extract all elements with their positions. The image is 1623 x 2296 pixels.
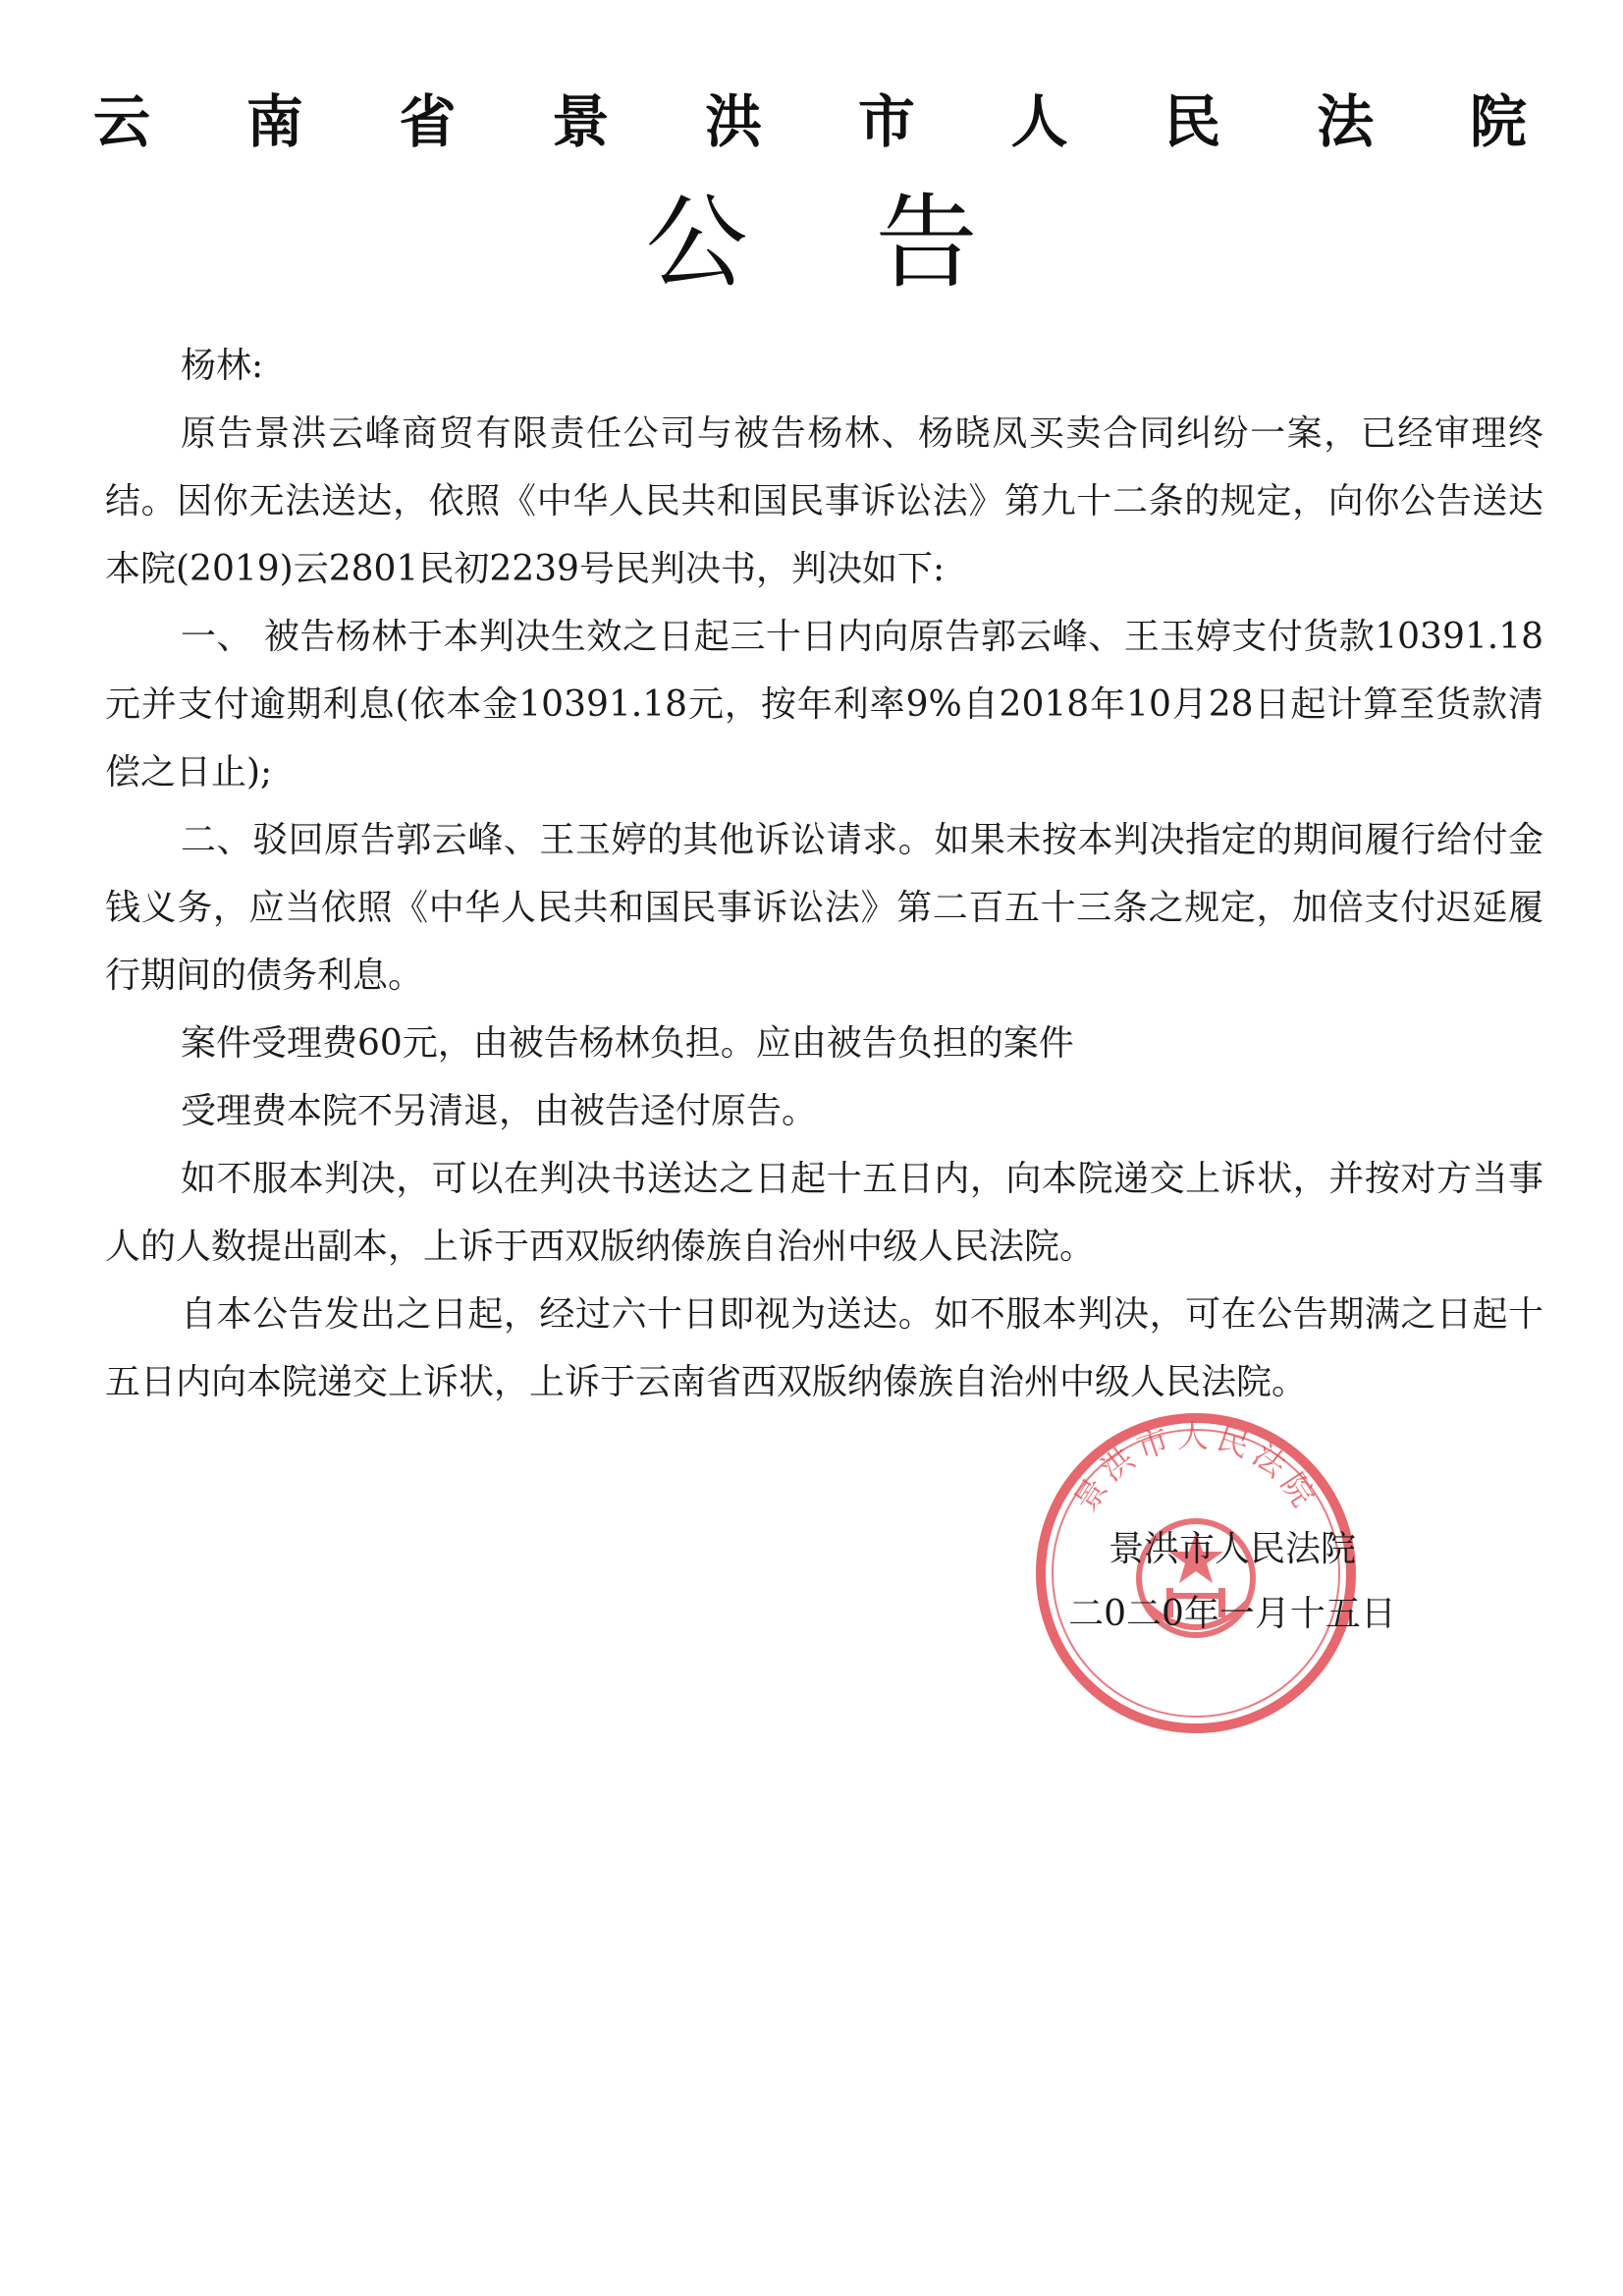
court-name-char: 民 [1163, 88, 1221, 155]
fee-line: 案件受理费60元，由被告杨林负担。应由被告负担的案件 [181, 1023, 1074, 1064]
service-paragraph: 自本公告发出之日起，经过六十日即视为送达。如不服本判决，可在公告期满之日起十五日内向本院递交上诉状，上诉于云南省西双版纳傣族自治州中级人民法院。 [105, 1294, 1543, 1402]
issue-date: 二0二0年一月十五日 [1068, 1594, 1396, 1634]
document-type-title: 公告 [645, 183, 1106, 302]
court-name-char: 人 [1010, 88, 1068, 155]
court-name-char: 市 [857, 88, 915, 155]
signing-court: 景洪市人民法院 [1108, 1529, 1356, 1569]
court-name-char: 南 [245, 88, 303, 155]
court-name-char: 景 [552, 88, 610, 155]
judgment-item-1: 一、 被告杨林于本判决生效之日起三十日内向原告郭云峰、王玉婷支付货款10391.18 元并支付逾期利息(依本金10391.18元，按年利率9%自2018年10月28日起计算至货款清偿之日止); [105, 617, 1543, 793]
appeal-paragraph: 如不服本判决，可以在判决书送达之日起十五日内，向本院递交上诉状，并按对方当事人的人数提出副本，上诉于西双版纳傣族自治州中级人民法院。 [105, 1159, 1543, 1267]
svg-text:景洪市人民法院 [1066, 1417, 1325, 1517]
fee-notice [105, 1010, 1543, 1145]
seal-arc-text: 景洪市人民法院 [1066, 1417, 1325, 1518]
intro-paragraph: 原告景洪云峰商贸有限责任公司与被告杨林、杨晓凤买卖合同纠纷一案，已经审理终结。因你无法送达，依照《中华人民共和国民事诉讼法》第九十二条的规定，向你公告送达本院(2019)云2801民初2239号民判决书，判决如下: [105, 413, 1543, 589]
court-name-char: 省 [399, 88, 457, 155]
judgment-item-2: 二、驳回原告郭云峰、王玉婷的其他诉讼请求。如果未按本判决指定的期间履行给付金钱义务，应当依照《中华人民共和国民事诉讼法》第二百五十三条之规定，加倍支付迟延履行期间的债务利息。 [105, 820, 1543, 996]
court-name-char: 院 [1469, 88, 1527, 155]
fee-line: 受理费本院不另清退，由被告迳付原告。 [181, 1091, 818, 1131]
court-name-char: 洪 [705, 88, 763, 155]
court-name-heading [93, 88, 1527, 155]
notice-body [105, 332, 1543, 1416]
signature-block [1016, 1517, 1448, 1647]
court-name-char: 法 [1317, 88, 1375, 155]
recipient-line: 杨林: [181, 346, 264, 386]
court-name-char: 云 [93, 88, 151, 155]
